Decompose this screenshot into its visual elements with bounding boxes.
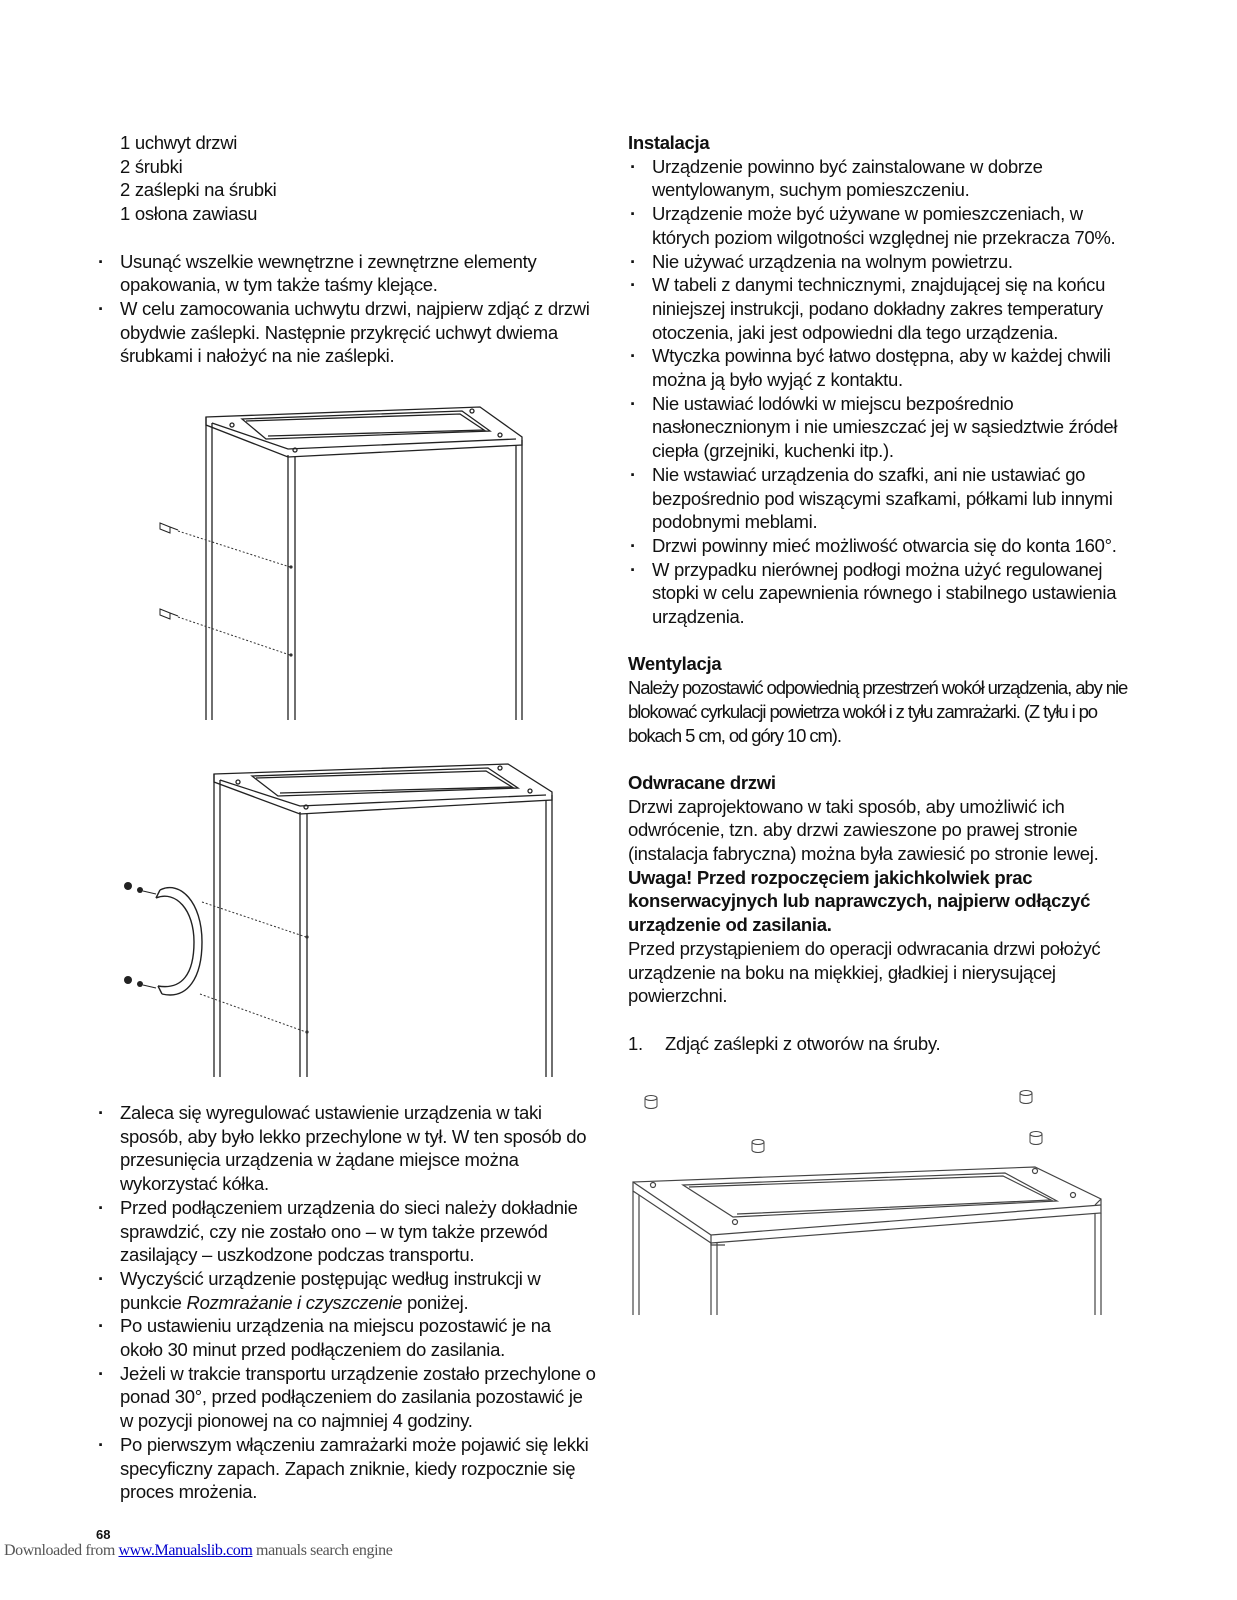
footer [4, 1542, 392, 1560]
bullet-item: · Urządzenie powinno być zainstalowane w dobrze wentylowanym, suchym pomieszczeniu. [628, 155, 1128, 202]
step-text: Zdjąć zaślepki z otworów na śruby. [665, 1032, 941, 1054]
reversible-door-heading: Odwracane drzwi [628, 771, 776, 793]
bullet-item: · Nie używać urządzenia na wolnym powietrzu. [628, 250, 1128, 274]
installation-bullets [628, 155, 1128, 629]
section-reference: Rozmrażanie i czyszczenie [186, 1291, 403, 1313]
bullet-item: · Jeżeli w trakcie transportu urządzenie zostało przechylone o ponad 30°, przed podłączeniem do zasilania pozostawić je w pozycji pionowej na co najmniej 4 godziny. [96, 1362, 596, 1433]
warning-text: Uwaga! Przed rozpoczęciem jakichkolwiek prac konserwacyjnych lub naprawczych, najpierw odłączyć urządzenie od zasilania. [628, 866, 1091, 936]
bullet-item: · Zaleca się wyregulować ustawienie urządzenia w taki sposób, aby było lekko przechylone w tył. W ten sposób do przesunięcia urządzenia w żądane miejsce można wykorzystać kółka. [96, 1101, 596, 1196]
bullet-item: · W celu zamocowania uchwytu drzwi, najpierw zdjąć z drzwi obydwie zaślepki. Następnie przykręcić uchwyt dwiema śrubkami i nałożyć na nie zaślepki. [96, 297, 596, 368]
manualslib-link[interactable]: www.Manualslib.com [118, 1542, 253, 1559]
parts-item: 1 uchwyt drzwi [120, 132, 238, 153]
parts-list [96, 131, 596, 226]
right-column [628, 131, 1128, 1055]
figure-screw-plugs [625, 1085, 1115, 1317]
bullet-item: · Drzwi powinny mieć możliwość otwarcia się do konta 160°. [628, 534, 1128, 558]
bullet-item: · Przed podłączeniem urządzenia do sieci należy dokładnie sprawdzić, czy nie zostało ono – w tym także przewód zasilający – uszkodzone podczas transportu. [96, 1196, 596, 1267]
unpacking-bullets [96, 250, 596, 369]
bullet-item: · W przypadku nierównej podłogi można użyć regulowanej stopki w celu zapewnienia równego i stabilnego ustawienia urządzenia. [628, 558, 1128, 629]
footer-suffix: manuals search engine [252, 1542, 393, 1559]
bullet-item: · Po ustawieniu urządzenia na miejscu pozostawić je na około 30 minut przed podłączeniem do zasilania. [96, 1314, 596, 1361]
parts-item: 1 osłona zawiasu [120, 203, 258, 225]
bullet-item: · W tabeli z danymi technicznymi, znajdującej się na końcu niniejszej instrukcji, podano dokładny zakres temperatury otoczenia, jaki jest odpowiedni dla tego urządzenia. [628, 273, 1128, 344]
bullet-text: Wyczyścić urządzenie postępując według instrukcji w punkcie [120, 1267, 541, 1313]
figure-door-handle [110, 762, 570, 1082]
bullet-item: · Nie ustawiać lodówki w miejscu bezpośrednio nasłonecznionym i nie umieszczać jej w sąsiedztwie źródeł ciepła (grzejniki, kuchenki itp.). [628, 392, 1128, 463]
figure-cabinet-side [150, 405, 530, 725]
bullet-text: poniżej. [402, 1291, 469, 1313]
ventilation-heading: Wentylacja [628, 653, 722, 675]
step-number: 1. [628, 1032, 643, 1054]
page-number: 68 [96, 1527, 111, 1542]
reversible-door-preparation: Przed przystąpieniem do operacji odwracania drzwi położyć urządzenie na boku na miękkiej, gładkiej i nierysującej powierzchni. [628, 937, 1101, 1007]
preparation-bullets [96, 1101, 596, 1504]
footer-prefix: Downloaded from [4, 1542, 119, 1559]
left-column-bottom [96, 1101, 596, 1504]
bullet-item: · Urządzenie może być używane w pomieszczeniach, w których poziom wilgotności względnej nie przekracza 70%. [628, 202, 1128, 249]
installation-heading: Instalacja [628, 132, 710, 153]
bullet-item: · Nie wstawiać urządzenia do szafki, ani nie ustawiać go bezpośrednio pod wiszącymi szafkami, półkami lub innymi podobnymi meblami. [628, 463, 1128, 534]
bullet-item: · Po pierwszym włączeniu zamrażarki może pojawić się lekki specyficzny zapach. Zapach zniknie, kiedy rozpocznie się proces mrożenia. [96, 1433, 596, 1504]
left-column-top [96, 131, 596, 368]
bullet-item: · Usunąć wszelkie wewnętrzne i zewnętrzne elementy opakowania, w tym także taśmy klejące. [96, 250, 596, 297]
bullet-item: · Wtyczka powinna być łatwo dostępna, aby w każdej chwili można ją było wyjąć z kontaktu. [628, 344, 1128, 391]
bullet-item [96, 1267, 596, 1314]
parts-item: 2 zaślepki na śrubki [120, 179, 277, 201]
parts-item: 2 śrubki [120, 155, 183, 177]
ventilation-text: Należy pozostawić odpowiednią przestrzeń wokół urządzenia, aby nie blokować cyrkulacji powietrza wokół i z tyłu zamrażarki. (Z tyłu i po bokach 5 cm, od góry 10 cm). [628, 677, 1128, 746]
reversible-door-text: Drzwi zaprojektowano w taki sposób, aby umożliwić ich odwrócenie, tzn. aby drzwi zawieszone po prawej stronie (instalacja fabryczna) można była zawiesić po stronie lewej. [628, 795, 1099, 865]
step-item [628, 1032, 1128, 1056]
